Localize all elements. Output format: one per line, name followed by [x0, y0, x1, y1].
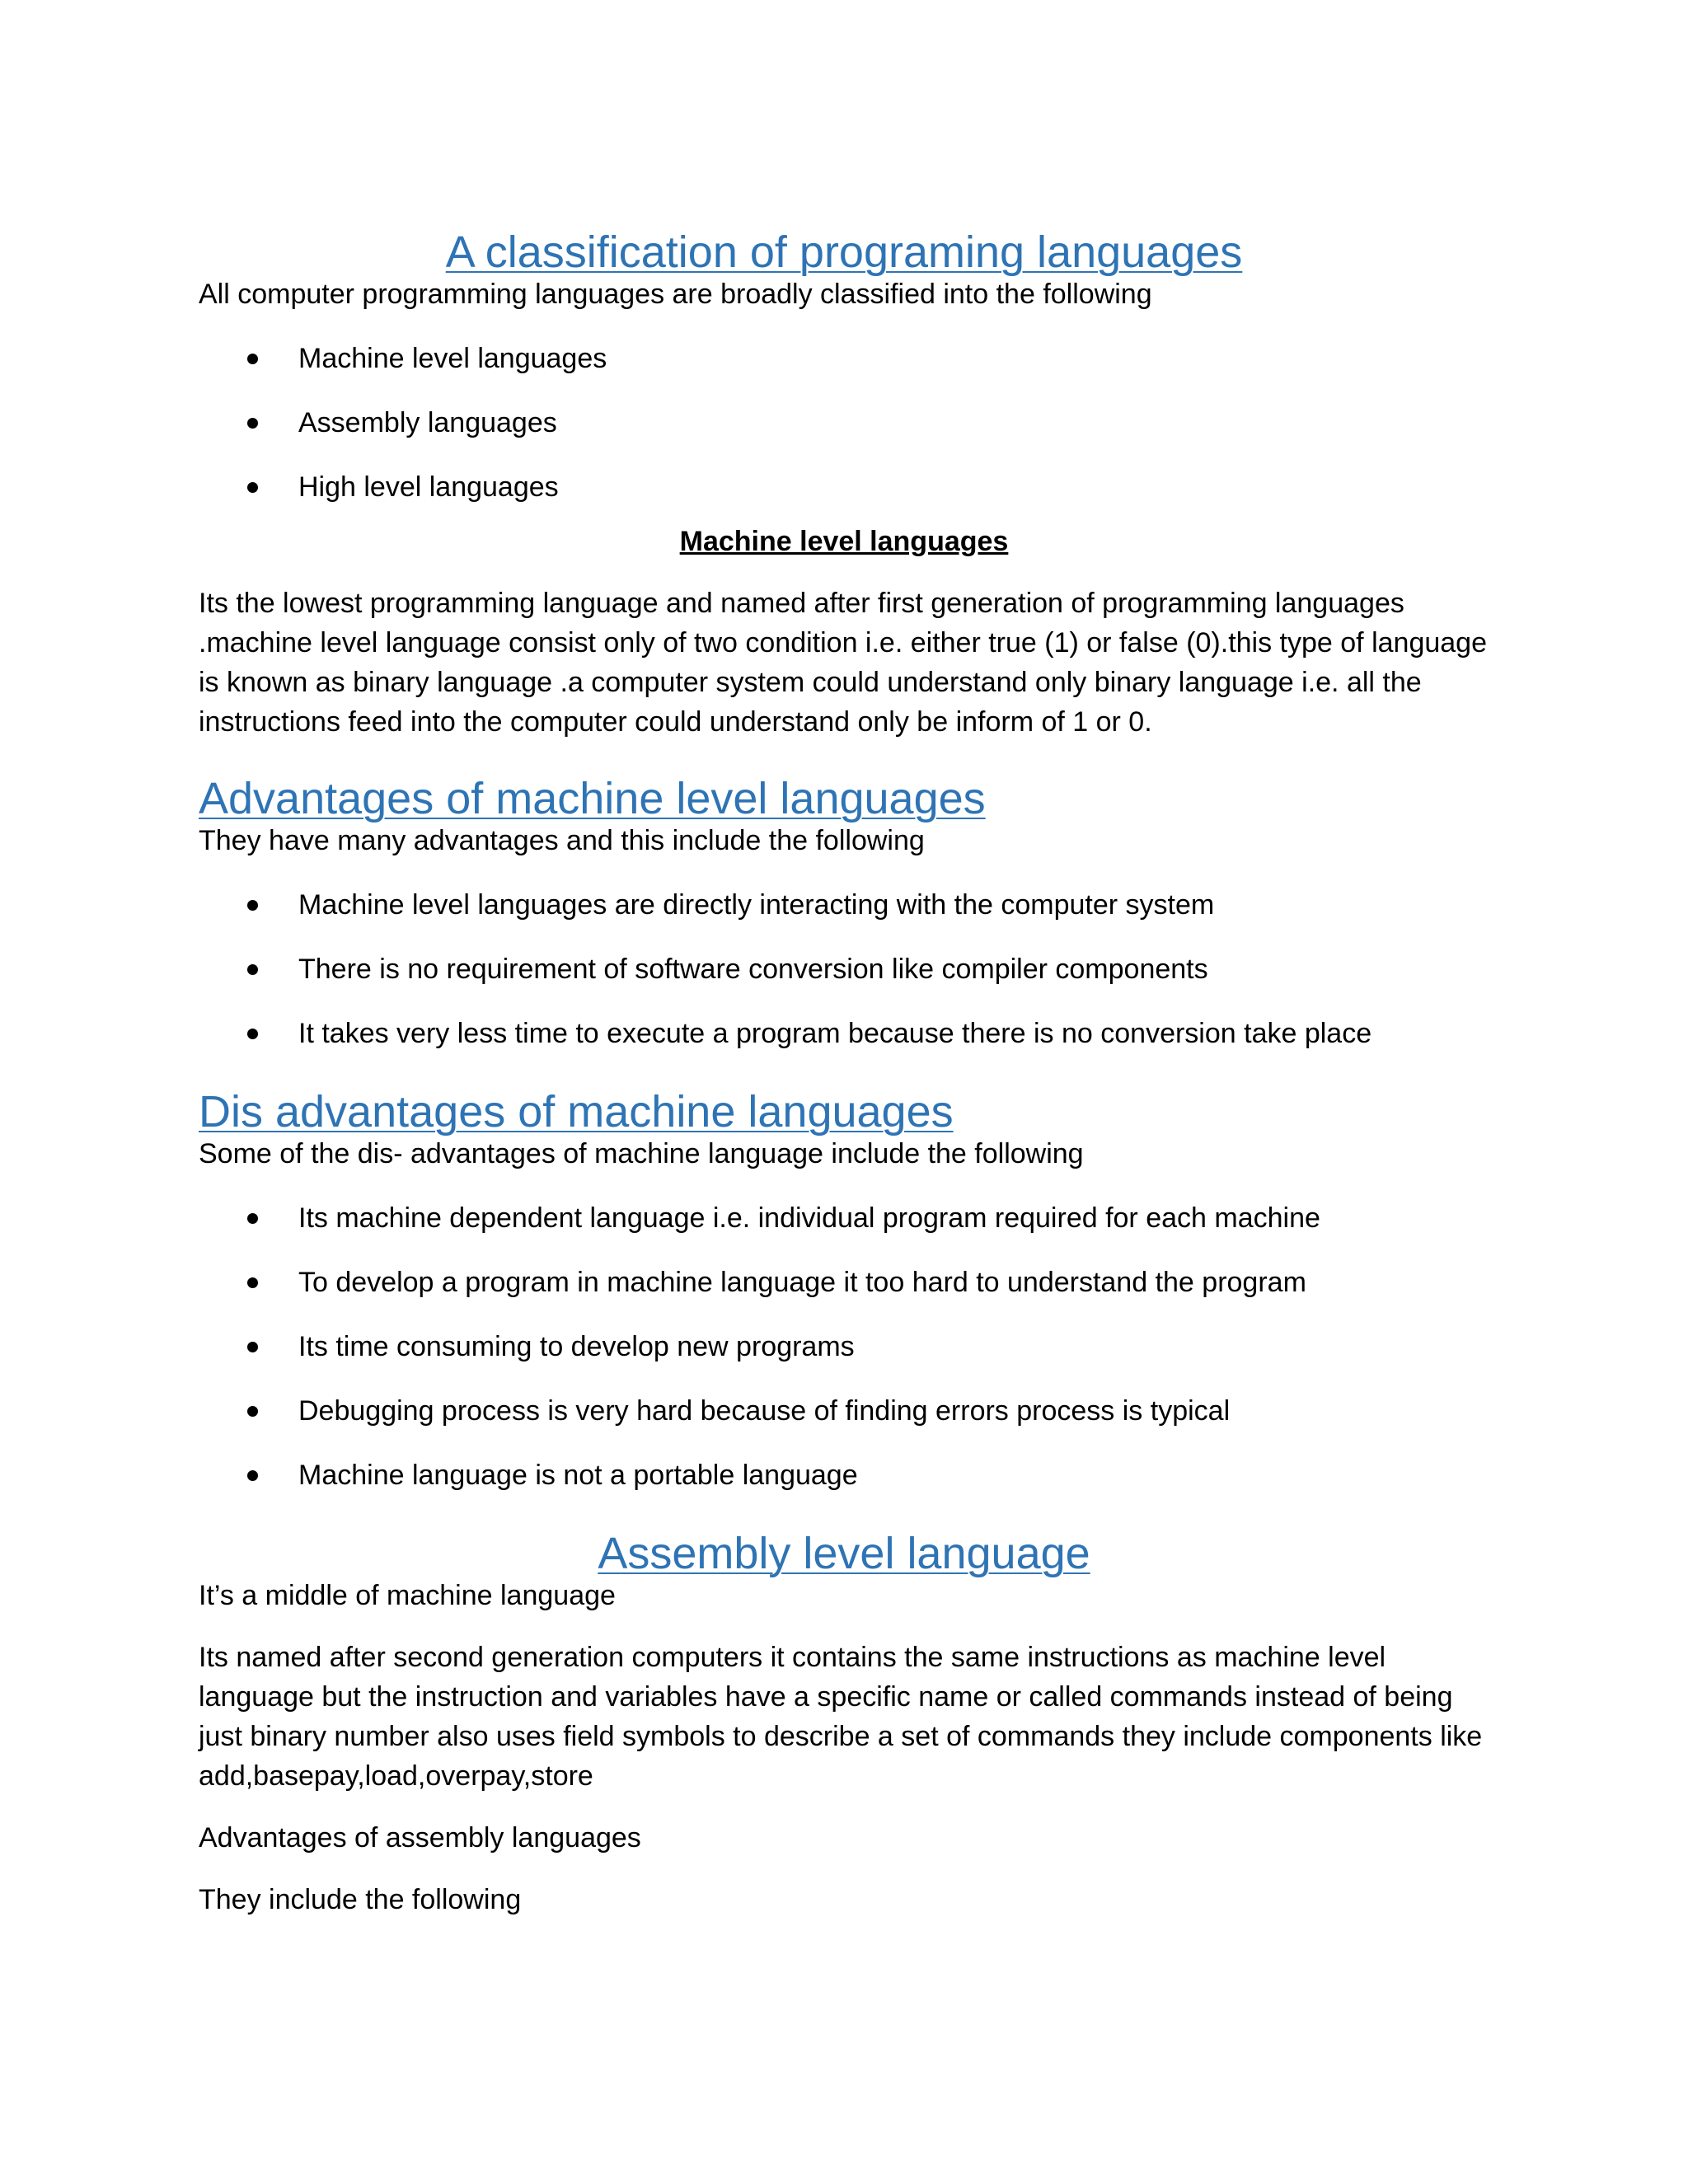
disadvantages-intro: Some of the dis- advantages of machine language include the following: [199, 1138, 1084, 1169]
bullet-icon: [247, 900, 258, 911]
machine-level-heading: Machine level languages: [679, 526, 1009, 557]
bullet-icon: [247, 1470, 258, 1481]
bullet-icon: [247, 1406, 258, 1417]
list-item: There is no requirement of software conversion like compiler components: [199, 949, 1489, 989]
assembly-advantages-label: Advantages of assembly languages: [199, 1822, 641, 1854]
disadvantages-list: [199, 1198, 1489, 1495]
machine-level-paragraph: Its the lowest programming language and named after first generation of programming languages .machine level language consist only of two condition i.e. either true (1) or false (0).this type of language is known as binary language .a computer system could understand only binary language i.e. all the instructions feed into the computer could understand only be inform of 1 or 0.: [199, 588, 1487, 738]
bullet-icon: [247, 1342, 258, 1352]
bullet-icon: [247, 482, 258, 493]
disadvantages-heading: Dis advantages of machine languages: [199, 1087, 954, 1137]
page-title: A classification of programing languages: [445, 227, 1243, 277]
list-item: It takes very less time to execute a program because there is no conversion take place: [199, 1014, 1489, 1053]
list-item: Assembly languages: [199, 403, 1489, 443]
intro-text: All computer programming languages are broadly classified into the following: [199, 279, 1152, 310]
assembly-include-label: They include the following: [199, 1884, 522, 1915]
classification-list: [199, 339, 1489, 507]
list-item: Its machine dependent language i.e. individual program required for each machine: [199, 1198, 1489, 1238]
bullet-icon: [247, 354, 258, 364]
bullet-icon: [247, 418, 258, 429]
list-item: Machine level languages are directly interacting with the computer system: [199, 885, 1489, 925]
assembly-paragraph: Its named after second generation computers it contains the same instructions as machine level language but the instruction and variables have a specific name or called commands instead of being just binary number also uses field symbols to describe a set of commands they include components like add,basepay,load,overpay,store: [199, 1642, 1483, 1792]
bullet-icon: [247, 1029, 258, 1039]
list-item: To develop a program in machine language it too hard to understand the program: [199, 1263, 1489, 1302]
list-item: Machine language is not a portable language: [199, 1455, 1489, 1495]
advantages-intro: They have many advantages and this include the following: [199, 825, 925, 856]
assembly-heading: Assembly level language: [598, 1529, 1090, 1578]
list-item: Its time consuming to develop new programs: [199, 1327, 1489, 1366]
advantages-heading: Advantages of machine level languages: [199, 774, 986, 823]
advantages-list: [199, 885, 1489, 1053]
bullet-icon: [247, 1213, 258, 1224]
document-content: [199, 227, 1489, 1919]
bullet-icon: [247, 964, 258, 975]
list-item: Debugging process is very hard because of finding errors process is typical: [199, 1391, 1489, 1431]
assembly-line1: It’s a middle of machine language: [199, 1580, 616, 1611]
list-item: Machine level languages: [199, 339, 1489, 378]
list-item: High level languages: [199, 467, 1489, 507]
bullet-icon: [247, 1277, 258, 1288]
